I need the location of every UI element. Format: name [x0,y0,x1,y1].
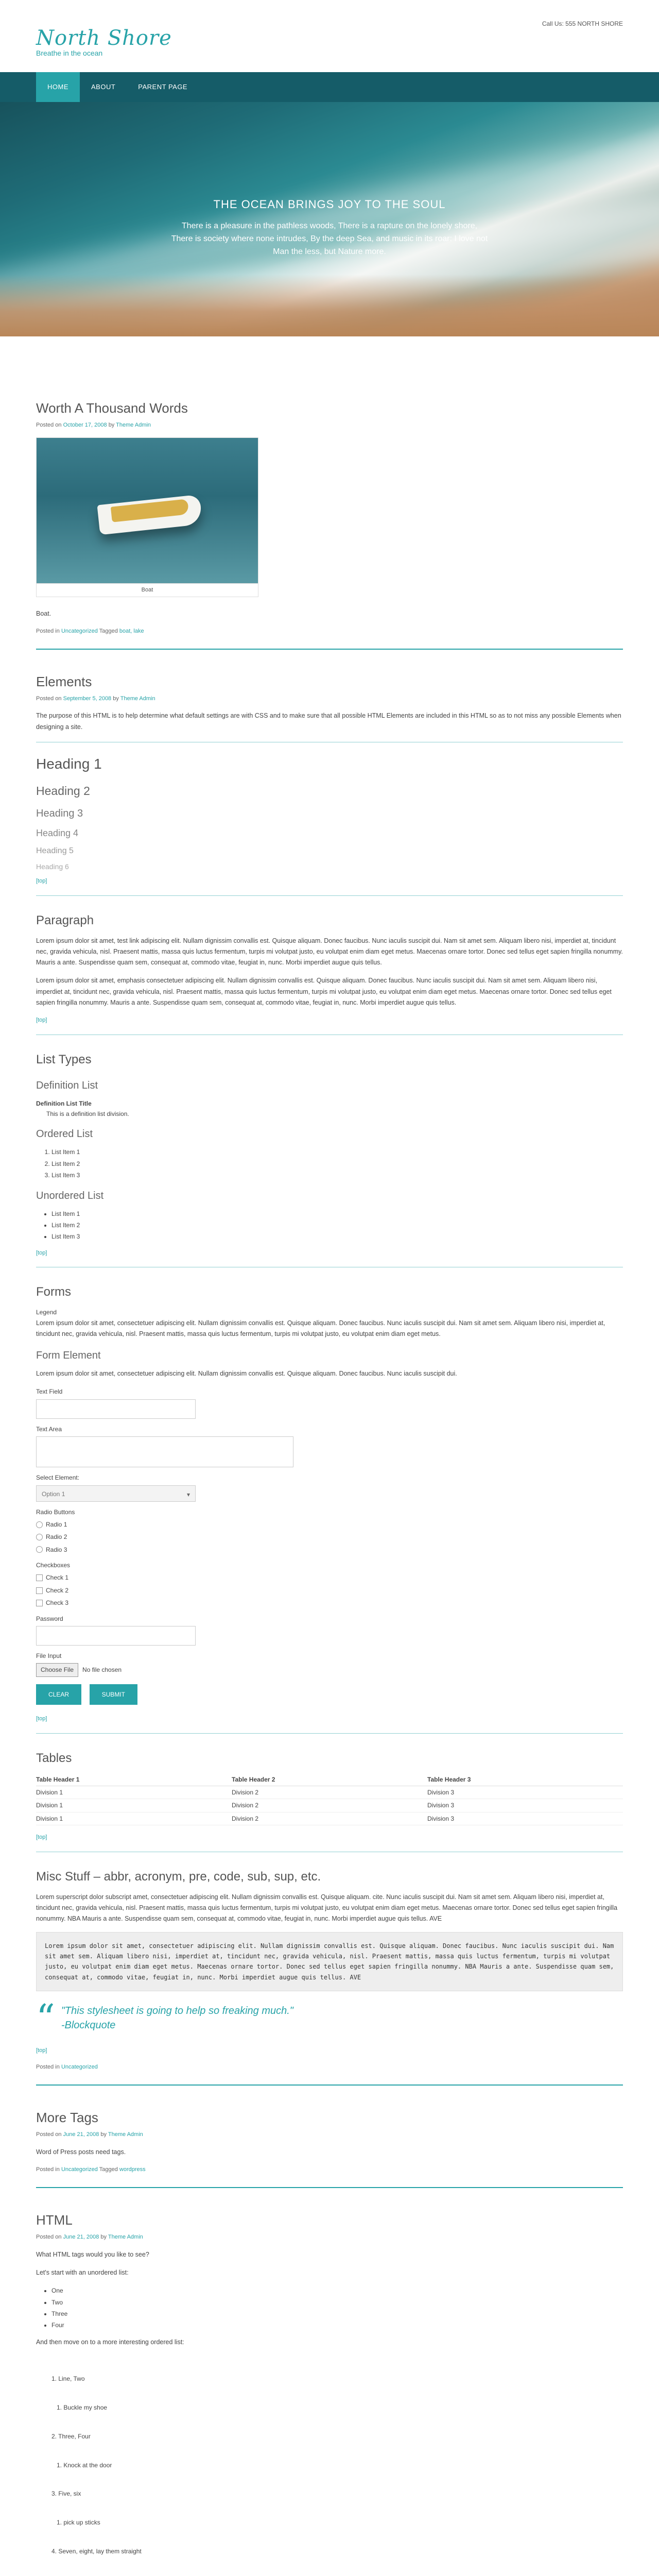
checkbox-option[interactable] [36,1585,623,1596]
definition-list [36,1098,623,1120]
header-contact: Call Us: 555 NORTH SHORE [542,20,623,27]
text-area-label: Text Area [36,1425,62,1433]
radio-label: Radio 2 [46,1533,67,1541]
post-footer-meta [36,2165,623,2175]
meta-prefix: Posted on [36,2234,62,2241]
heading-3: Heading 3 [36,807,83,819]
list-item: • One [51,2285,623,2296]
checkboxes-label: Checkboxes [36,1562,71,1569]
table-header: Table Header 3 [427,1773,623,1786]
forms-heading: Forms [36,1285,71,1299]
post [36,670,623,2086]
image-caption: Boat [36,584,258,597]
post-title[interactable]: More Tags [36,2110,98,2126]
post-date-link[interactable]: June 21, 2008 [63,2234,99,2241]
file-input-label: File Input [36,1652,62,1660]
tags-link[interactable]: wordpress [119,2166,146,2173]
post [36,2209,623,2576]
category-link[interactable]: Uncategorized [61,2064,98,2071]
definition-description: This is a definition list division. [46,1110,129,1117]
nav-item-about[interactable]: ABOUT [91,83,116,91]
list-item: 1. Knock at the door [51,2461,112,2469]
heading-4: Heading 4 [36,827,79,838]
blockquote [36,1996,623,2040]
footer-prefix: Posted in [36,2064,60,2071]
radio-icon[interactable] [36,1521,43,1528]
post-title[interactable]: HTML [36,2212,73,2228]
post [36,2106,623,2188]
hero-title: THE OCEAN BRINGS JOY TO THE SOUL [213,198,446,211]
footer-prefix: Posted in [36,628,60,634]
table-cell: Division 1 [36,1812,232,1825]
table-cell: Division 3 [427,1812,623,1825]
unordered-list [51,2285,623,2331]
post-meta [36,2232,623,2242]
list-item: • List Item 1 [51,1209,623,1219]
radio-buttons-label: Radio Buttons [36,1508,75,1516]
blockquote-text: "This stylesheet is going to help so freaking much." [61,2005,293,2017]
text-field-label: Text Field [36,1388,63,1396]
table-cell: Division 2 [232,1786,427,1799]
unordered-list-heading: Unordered List [36,1190,104,1201]
hero-sand [0,275,659,336]
paragraph-heading: Paragraph [36,913,94,927]
nested-ordered-list [51,2355,623,2576]
checkbox-icon[interactable] [36,1600,43,1606]
checkbox-label: Check 1 [46,1574,69,1582]
category-link[interactable]: Uncategorized [61,2166,98,2173]
password-input[interactable] [36,1626,196,1646]
radio-label: Radio 1 [46,1520,67,1528]
file-status: No file chosen [82,1666,122,1674]
radio-icon[interactable] [36,1546,43,1553]
list-item: 1. List Item 1 [51,1147,623,1157]
form-legend: Legend [36,1309,57,1316]
meta-prefix: Posted on [36,2131,62,2138]
list-item: 2. List Item 2 [51,1159,623,1169]
preformatted-block: Lorem ipsum dolor sit amet, consectetuer adipiscing elit. Nullam dignissim convallis est. Quisque aliquam. Donec faucibus. Nunc iaculis suscipit dui. Nam sit amet sem. Aliquam libero nisi, imperdiet at, tincidunt nec, gravida vehicula, nisl. Praesent mattis, massa quis luctus fermentum, turpis mi volutpat justo, eu volutpat enim diam eget metus. Maecenas ornare tortor. Donec sed tellus eget sapien fringilla nonummy. NBA Mauris a ante. Suspendisse quam sem, consequat at, commodo vitae, feugiat in, nunc. Morbi imperdiet augue quis tellus. AVE [36,1932,623,1992]
heading-5: Heading 5 [36,846,74,856]
heading-6: Heading 6 [36,862,69,871]
paragraph-2: Lorem ipsum dolor sit amet, emphasis consectetuer adipiscing elit. Nullam dignissim convallis est. Quisque aliquam. Donec faucibus. Nunc iaculis suscipit dui. Nam sit amet sem. Aliquam libero nisi, imperdiet at, tincidunt nec, gravida vehicula, nisl. Praesent mattis, massa quis luctus fermentum, turpis mi volutpat justo, eu volutpat enim diam eget metus. Maecenas ornare tortor. Donec sed tellus eget sapien fringilla nonummy. Mauris a ante. Suspendisse quam sem, consequat at, commodo vitae, feugiat in, nunc. Morbi imperdiet augue quis tellus. [36,977,612,1006]
top-link[interactable]: [top] [36,2047,47,2054]
post-meta [36,420,623,430]
meta-by: by [100,2131,107,2138]
ordered-list-heading: Ordered List [36,1128,93,1140]
list-item: 2. Three, Four [51,2432,91,2440]
checkbox-option[interactable] [36,1598,623,1608]
hero-banner [0,102,659,336]
heading-2: Heading 2 [36,784,90,798]
table-cell: Division 1 [36,1799,232,1812]
list-item: • Two [51,2297,623,2308]
form-element-paragraph: Lorem ipsum dolor sit amet, consectetuer adipiscing elit. Nullam dignissim convallis est. Quisque aliquam. Donec faucibus. Nunc iaculis suscipit dui. [36,1370,457,1378]
nav-item-home[interactable]: HOME [36,72,80,102]
radio-icon[interactable] [36,1534,43,1540]
form-element-heading: Form Element [36,1350,101,1362]
clear-button[interactable]: CLEAR [36,1684,81,1705]
ordered-list-intro: And then move on to a more interesting ordered list: [36,2338,184,2346]
post-footer-meta [36,626,623,636]
tagged-label: Tagged [99,2166,118,2173]
forms-paragraph: Lorem ipsum dolor sit amet, consectetuer adipiscing elit. Nullam dignissim convallis est. Quisque aliquam. Donec faucibus. Nunc iaculis suscipit dui. Nam sit amet sem. Aliquam libero nisi, imperdiet at, tincidunt nec, gravida vehicula, nisl. Praesent mattis, massa quis luctus fermentum, turpis mi volutpat justo, eu volutpat enim diam eget metus. [36,1319,605,1337]
radio-option[interactable] [36,1532,623,1542]
list-item: • List Item 2 [51,1220,623,1230]
post-separator [36,2187,623,2188]
list-item: • List Item 3 [51,1231,623,1242]
list-intro: Let's start with an unordered list: [36,2268,129,2276]
meta-by: by [113,695,119,702]
ordered-list [51,1147,623,1180]
select-label: Select Element: [36,1474,80,1482]
chevron-down-icon: ▾ [186,1490,190,1498]
password-label: Password [36,1615,63,1622]
post-intro: What HTML tags would you like to see? [36,2250,149,2258]
divider [36,895,623,896]
site-header [0,0,659,72]
post-date-link[interactable]: June 21, 2008 [63,2131,99,2138]
category-link[interactable]: Uncategorized [61,628,98,634]
select-value: Option 1 [42,1490,65,1498]
radio-option[interactable] [36,1519,623,1530]
site-description: Breathe in the ocean [36,49,103,57]
definition-list-heading: Definition List [36,1079,98,1091]
list-item: • Three [51,2309,623,2319]
heading-1: Heading 1 [36,755,102,772]
table-cell: Division 3 [427,1786,623,1799]
table-cell: Division 3 [427,1799,623,1812]
list-item: 1. Buckle my shoe [51,2404,108,2411]
author-link[interactable]: Theme Admin [108,2234,143,2241]
data-table [36,1773,623,1826]
list-item: 4. Seven, eight, lay them straight [51,2547,142,2555]
text-area-input[interactable] [36,1436,293,1467]
post-date-link[interactable]: September 5, 2008 [63,695,112,702]
table-cell: Division 2 [232,1799,427,1812]
post-body: Word of Press posts need tags. [36,2148,126,2156]
post-meta [36,694,623,704]
top-link[interactable]: [top] [36,1249,47,1256]
quote-icon: “ [36,1996,55,2040]
top-link[interactable]: [top] [36,1834,47,1841]
tables-heading: Tables [36,1751,72,1765]
list-item: 3. List Item 3 [51,1170,623,1180]
checkbox-label: Check 3 [46,1599,69,1607]
table-header: Table Header 2 [232,1773,427,1786]
meta-by: by [108,422,115,429]
choose-file-button[interactable]: Choose File [36,1663,78,1676]
post-meta [36,2130,623,2140]
hero-body: There is a pleasure in the pathless woods, There is a rapture on the lonely shore, There is society where none intrudes, By the deep Sea, and music in its roar: I love not Man the less, but Nature more. [171,222,488,256]
table-cell: Division 1 [36,1786,232,1799]
meta-by: by [100,2234,107,2241]
tags-link[interactable]: boat, lake [119,628,144,634]
post-footer-meta [36,2062,623,2072]
list-item: • Four [51,2320,623,2330]
paragraph-1: Lorem ipsum dolor sit amet, test link adipiscing elit. Nullam dignissim convallis est. Quisque aliquam. Donec faucibus. Nunc iaculis suscipit dui. Nam sit amet sem. Aliquam libero nisi, imperdiet at, tincidunt nec, gravida vehicula, nisl. Praesent mattis, massa quis luctus fermentum, turpis mi volutpat justo, eu volutpat enim diam eget metus. Maecenas ornare tortor. Donec sed tellus eget sapien fringilla nonummy. Mauris a ante. Suspendisse quam sem, consequat at, commodo vitae, feugiat in, nunc. Morbi imperdiet augue quis tellus. [36,937,623,967]
blockquote-cite: -Blockquote [61,2020,116,2031]
checkbox-label: Check 2 [46,1586,69,1594]
post-title[interactable]: Worth A Thousand Words [36,400,188,416]
boat-image[interactable] [36,437,258,584]
list-types-heading: List Types [36,1052,92,1066]
author-link[interactable]: Theme Admin [108,2131,143,2138]
meta-prefix: Posted on [36,695,62,702]
post-intro: The purpose of this HTML is to help determine what default settings are with CSS and to make sure that all possible HTML Elements are included in this HTML so as to not miss any possible Elements when designing a site. [36,712,621,731]
list-item: 1. Line, Two [51,2375,85,2383]
checkbox-icon[interactable] [36,1574,43,1581]
top-link[interactable]: [top] [36,878,47,885]
table-header: Table Header 1 [36,1773,232,1786]
post-date-link[interactable]: October 17, 2008 [63,422,107,429]
posts-list [36,397,623,2576]
main-navigation [0,72,659,102]
unordered-list [51,1209,623,1242]
list-item: 3. Five, six [51,2490,81,2498]
site-title[interactable]: North Shore [36,26,172,50]
post-separator [36,649,623,650]
post-body: Boat. [36,609,51,617]
post-title[interactable]: Elements [36,673,92,689]
author-link[interactable]: Theme Admin [120,695,155,702]
misc-heading: Misc Stuff – abbr, acronym, pre, code, sub, sup, etc. [36,1869,321,1884]
text-field-input[interactable] [36,1399,196,1419]
nav-item-parent-page[interactable]: PARENT PAGE [138,83,188,91]
checkbox-option[interactable] [36,1572,623,1583]
post-separator [36,2084,623,2086]
top-link[interactable]: [top] [36,1017,47,1024]
table-cell: Division 2 [232,1812,427,1825]
meta-prefix: Posted on [36,422,62,429]
select-dropdown[interactable] [36,1485,196,1502]
misc-paragraph: Lorem superscript dolor subscript amet, consectetuer adipiscing elit. Nullam dignissim convallis est. Quisque aliquam. cite. Nunc iaculis suscipit dui. Nam sit amet sem. Aliquam libero nisi, imperdiet at, tincidunt nec, gravida vehicula, nisl. Praesent mattis, massa quis luctus fermentum, turpis mi volutpat justo, eu volutpat enim diam eget metus. Maecenas ornare tortor. Donec sed tellus eget sapien fringilla nonummy. NBA Mauris a ante. Suspendisse quam sem, consequat at, commodo vitae, feugiat in, nunc. Morbi imperdiet augue quis tellus. AVE [36,1893,618,1923]
radio-label: Radio 3 [46,1546,67,1553]
author-link[interactable]: Theme Admin [116,422,151,429]
top-link[interactable]: [top] [36,1716,47,1722]
file-input [36,1663,623,1676]
footer-prefix: Posted in [36,2166,60,2173]
list-item: 1. pick up sticks [51,2519,100,2527]
submit-button[interactable]: SUBMIT [90,1684,137,1705]
post [36,397,623,650]
divider [36,1733,623,1734]
checkbox-icon[interactable] [36,1587,43,1594]
tagged-label: Tagged [99,628,118,634]
definition-term: Definition List Title [36,1099,92,1107]
radio-option[interactable] [36,1545,623,1555]
